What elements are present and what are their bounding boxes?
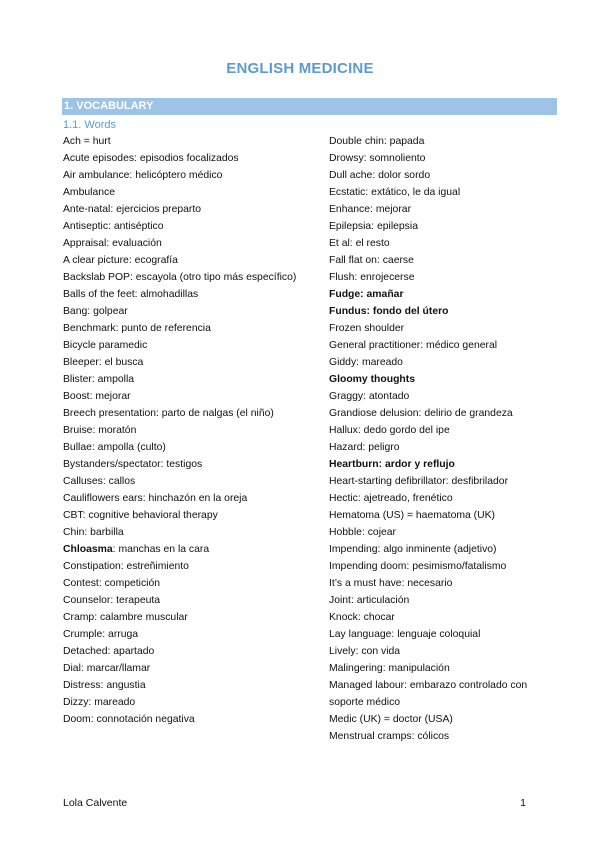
vocab-entry: Flush: enrojecerse	[329, 272, 415, 283]
vocab-entry: Dizzy: mareado	[63, 697, 136, 708]
vocab-entry: Bullae: ampolla (culto)	[63, 442, 166, 453]
vocab-entry: Constipation: estreñimiento	[63, 561, 189, 572]
vocab-entry: Breech presentation: parto de nalgas (el niño)	[63, 408, 274, 419]
vocab-entry: Frozen shoulder	[329, 323, 405, 334]
vocab-entry: Double chin: papada	[329, 136, 425, 147]
vocab-entry: Ambulance	[63, 187, 115, 198]
vocab-entry: Calluses: callos	[63, 476, 136, 487]
vocab-entry: Joint: articulación	[329, 595, 410, 606]
subsection-heading: 1.1. Words	[63, 119, 116, 131]
vocab-entry: Bleeper: el busca	[63, 357, 144, 368]
vocab-entry: Dull ache: dolor sordo	[329, 170, 431, 181]
vocab-entry: Fall flat on: caerse	[329, 255, 414, 266]
vocab-entry: Bruise: moratón	[63, 425, 137, 436]
section-heading: 1. VOCABULARY	[62, 98, 557, 115]
vocab-entry: Managed labour: embarazo controlado con soporte médico	[329, 680, 528, 708]
vocab-entry: Balls of the feet: almohadillas	[63, 289, 199, 300]
vocab-entry: Et al: el resto	[329, 238, 390, 249]
vocab-entry: Epilepsia: epilepsia	[329, 221, 418, 232]
vocab-entry: Gloomy thoughts	[329, 374, 416, 385]
vocab-entry: Enhance: mejorar	[329, 204, 412, 215]
vocab-entry: Acute episodes: episodios focalizados	[63, 153, 239, 164]
vocab-entry: Heartburn: ardor y reflujo	[329, 459, 455, 470]
vocab-entry: Ecstatic: extático, le da igual	[329, 187, 461, 198]
vocab-entry: Medic (UK) = doctor (USA)	[329, 714, 453, 725]
vocab-entry: Appraisal: evaluación	[63, 238, 162, 249]
vocab-entry: Hobble: cojear	[329, 527, 397, 538]
vocab-entry: Doom: connotación negativa	[63, 714, 195, 725]
vocab-entry: Impending: algo inminente (adjetivo)	[329, 544, 497, 555]
vocab-entry: Hectic: ajetreado, frenético	[329, 493, 453, 504]
vocab-entry: Benchmark: punto de referencia	[63, 323, 211, 334]
vocab-entry: Hematoma (US) = haematoma (UK)	[329, 510, 496, 521]
vocabulary-column-right	[329, 133, 559, 745]
vocab-entry: Chin: barbilla	[63, 527, 124, 538]
vocab-entry: Blister: ampolla	[63, 374, 135, 385]
vocab-entry: Cauliflowers ears: hinchazón en la oreja	[63, 493, 248, 504]
footer-author: Lola Calvente	[63, 797, 128, 809]
vocab-entry: Distress: angustia	[63, 680, 146, 691]
page-title: ENGLISH MEDICINE	[226, 60, 374, 77]
vocab-entry: Hallux: dedo gordo del ipe	[329, 425, 450, 436]
vocab-entry: Boost: mejorar	[63, 391, 131, 402]
vocab-entry: Cramp: calambre muscular	[63, 612, 188, 623]
vocab-entry: General practitioner: médico general	[329, 340, 498, 351]
page-number: 1	[520, 797, 526, 809]
vocab-entry: Hazard: peligro	[329, 442, 400, 453]
vocab-entry: Fudge: amañar	[329, 289, 404, 300]
vocab-entry: Grandiose delusion: delirio de grandeza	[329, 408, 513, 419]
vocab-entry: Bicycle paramedic	[63, 340, 148, 351]
vocab-entry: Backslab POP: escayola (otro tipo más específico)	[63, 272, 297, 283]
vocab-entry: Dial: marcar/llamar	[63, 663, 151, 674]
vocab-entry: A clear picture: ecografía	[63, 255, 178, 266]
vocab-entry: Bystanders/spectator: testigos	[63, 459, 203, 470]
vocab-entry: Chloasma: manchas en la cara	[63, 544, 210, 555]
vocab-entry: Lay language: lenguaje coloquial	[329, 629, 481, 640]
vocab-entry: Detached: apartado	[63, 646, 155, 657]
vocab-entry: Impending doom: pesimismo/fatalismo	[329, 561, 507, 572]
vocab-entry: Air ambulance: helicóptero médico	[63, 170, 223, 181]
vocab-entry: Fundus: fondo del útero	[329, 306, 449, 317]
vocab-entry: Giddy: mareado	[329, 357, 403, 368]
vocab-entry: Ach = hurt	[63, 136, 111, 147]
vocab-entry: Malingering: manipulación	[329, 663, 450, 674]
vocabulary-column-left	[63, 133, 323, 728]
vocab-entry: Counselor: terapeuta	[63, 595, 161, 606]
vocab-entry: Menstrual cramps: cólicos	[329, 731, 450, 742]
vocab-entry: Antiseptic: antiséptico	[63, 221, 164, 232]
vocab-entry: Knock: chocar	[329, 612, 395, 623]
vocab-entry: Ante-natal: ejercicios preparto	[63, 204, 202, 215]
vocab-entry: Bang: golpear	[63, 306, 128, 317]
vocab-entry: It’s a must have: necesario	[329, 578, 453, 589]
vocab-entry: CBT: cognitive behavioral therapy	[63, 510, 218, 521]
vocab-entry: Crumple: arruga	[63, 629, 139, 640]
vocab-entry: Graggy: atontado	[329, 391, 410, 402]
vocab-entry: Contest: competición	[63, 578, 161, 589]
vocab-entry: Lively: con vida	[329, 646, 401, 657]
vocab-entry: Heart-starting defibrillator: desfibrilador	[329, 476, 509, 487]
vocab-entry: Drowsy: somnoliento	[329, 153, 426, 164]
